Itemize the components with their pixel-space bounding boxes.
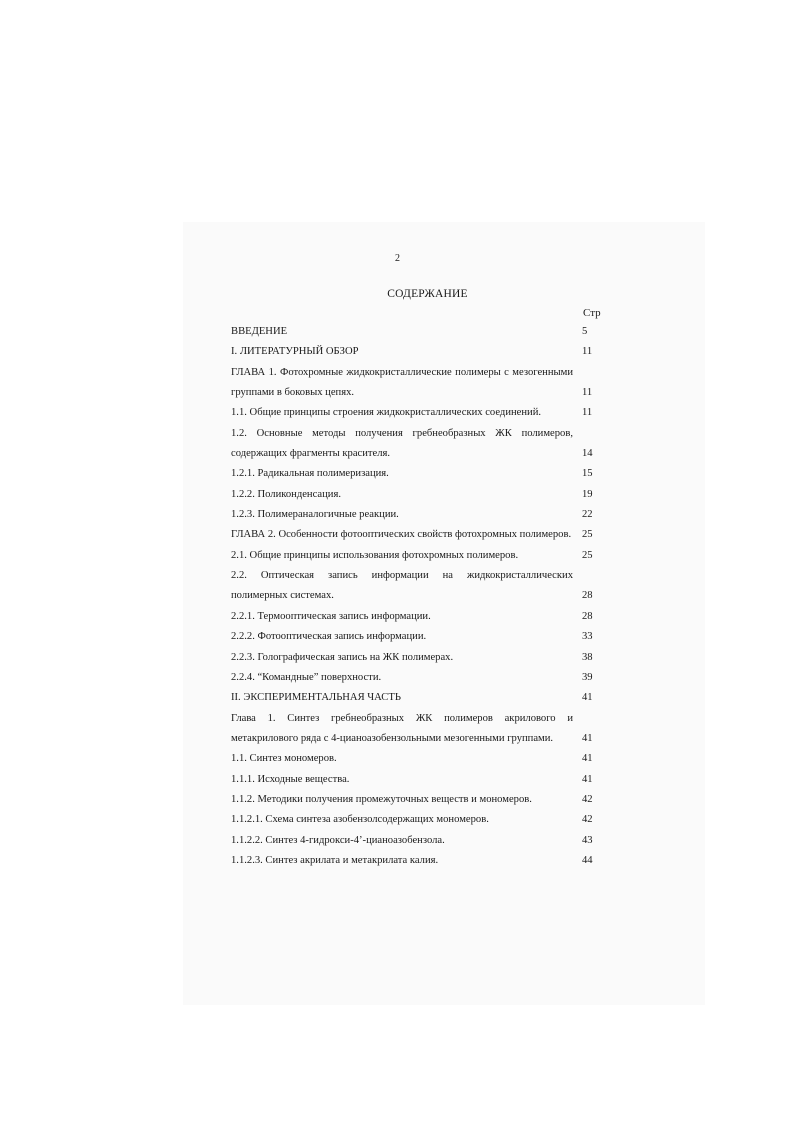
toc-entry-page: 41 xyxy=(582,732,593,744)
toc-entry-page: 5 xyxy=(582,326,588,337)
toc-entry xyxy=(231,770,601,790)
toc-entry-text: ГЛАВА 2. Особенности фотооптических свойств фотохромных полимеров. xyxy=(231,529,572,541)
toc-entry-page: 28 xyxy=(582,590,593,602)
toc-entry-page: 19 xyxy=(582,488,593,500)
toc-entry-text: 1.2.1. Радикальная полимеризация. xyxy=(231,468,389,480)
toc-entry-text: 1.1. Синтез мономеров. xyxy=(231,753,337,765)
toc-entry xyxy=(231,749,601,769)
toc-entry xyxy=(231,424,601,465)
toc-entry-text: 1.1.2.2. Синтез 4-гидрокси-4’-цианоазобензола. xyxy=(231,834,445,846)
toc-entry xyxy=(231,485,601,505)
toc-entry xyxy=(231,831,601,851)
toc-entry xyxy=(231,403,601,423)
toc-entry-page: 11 xyxy=(582,346,593,358)
toc-entry xyxy=(231,322,601,342)
toc-entry-text: 1.2.2. Поликонденсация. xyxy=(231,488,341,500)
toc-entry-page: 25 xyxy=(582,529,593,541)
toc-entry xyxy=(231,709,601,750)
toc-entry-text: 2.2.3. Голографическая запись на ЖК полимерах. xyxy=(231,651,454,663)
toc-entry-text: II. ЭКСПЕРИМЕНТАЛЬНАЯ ЧАСТЬ xyxy=(231,692,401,704)
toc-entry-text: 2.2.2. Фотооптическая запись информации. xyxy=(231,631,427,643)
toc-entry-text: 2.2.1. Термооптическая запись информации. xyxy=(231,610,431,622)
toc-entry-text: 1.2.3. Полимераналогичные реакции. xyxy=(231,509,399,521)
toc-entry xyxy=(231,363,601,404)
toc-entry-text: ВВЕДЕНИЕ xyxy=(231,326,288,337)
toc-entry-text: 1.2. Основные методы получения гребнеобразных ЖК полимеров, содержащих фрагменты красителя. xyxy=(231,427,573,460)
toc-entry-page: 11 xyxy=(582,387,593,399)
toc-entry-text: 1.1.1. Исходные вещества. xyxy=(231,773,350,785)
toc-entry xyxy=(231,566,601,607)
toc-entry-page: 43 xyxy=(582,834,593,846)
toc-entry xyxy=(231,648,601,668)
toc-entry xyxy=(231,342,601,362)
toc-entry-text: ГЛАВА 1. Фотохромные жидкокристаллические полимеры с мезогенными группами в боковых цепях. xyxy=(231,366,573,399)
toc-entry-page: 44 xyxy=(582,854,593,866)
toc-entry-page: 14 xyxy=(582,448,593,460)
toc-entry xyxy=(231,668,601,688)
toc-entry-page: 39 xyxy=(582,671,593,683)
toc-entry xyxy=(231,525,601,545)
toc-entry-text: I. ЛИТЕРАТУРНЫЙ ОБЗОР xyxy=(231,346,359,358)
toc-title: СОДЕРЖАНИЕ xyxy=(387,288,468,300)
toc-entry xyxy=(231,810,601,830)
toc-entry-page: 25 xyxy=(582,549,593,561)
toc-entry-text: 1.1. Общие принципы строения жидкокристаллических соединений. xyxy=(231,407,542,419)
page-column-label: Стр xyxy=(583,307,601,319)
toc-entry xyxy=(231,627,601,647)
toc-entry-page: 41 xyxy=(582,753,593,765)
toc-entry-page: 33 xyxy=(582,631,593,643)
toc-entry xyxy=(231,464,601,484)
toc-entry-text: 1.1.2.1. Схема синтеза азобензолсодержащих мономеров. xyxy=(231,814,489,826)
toc-entry xyxy=(231,607,601,627)
toc-entry-page: 28 xyxy=(582,610,593,622)
toc-entry xyxy=(231,851,601,871)
toc-entry-page: 11 xyxy=(582,407,593,419)
toc-entry-page: 22 xyxy=(582,509,593,521)
toc-entry-text: 2.1. Общие принципы использования фотохромных полимеров. xyxy=(231,549,519,561)
toc-entry-page: 42 xyxy=(582,793,593,805)
toc-entry-page: 41 xyxy=(582,773,593,785)
toc-entry-page: 41 xyxy=(582,692,593,704)
toc-entry-text: 1.1.2.3. Синтез акрилата и метакрилата калия. xyxy=(231,854,439,866)
toc-entry-page: 42 xyxy=(582,814,593,826)
toc-entry xyxy=(231,546,601,566)
toc-entry-page: 38 xyxy=(582,651,593,663)
toc-entry-page: 15 xyxy=(582,468,593,480)
toc-entry xyxy=(231,505,601,525)
toc-entry xyxy=(231,688,601,708)
toc-entry-text: 2.2.4. “Командные” поверхности. xyxy=(231,671,382,683)
toc-entry-text: 2.2. Оптическая запись информации на жидкокристаллических полимерных системах. xyxy=(231,570,573,602)
table-of-contents xyxy=(231,322,601,871)
toc-entry-text: 1.1.2. Методики получения промежуточных веществ и мономеров. xyxy=(231,793,532,805)
page-number: 2 xyxy=(395,253,400,264)
toc-entry-text: Глава 1. Синтез гребнеобразных ЖК полимеров акрилового и метакрилового ряда с 4-цианоазобензольными мезогенными группами. xyxy=(231,712,573,744)
toc-entry xyxy=(231,790,601,810)
